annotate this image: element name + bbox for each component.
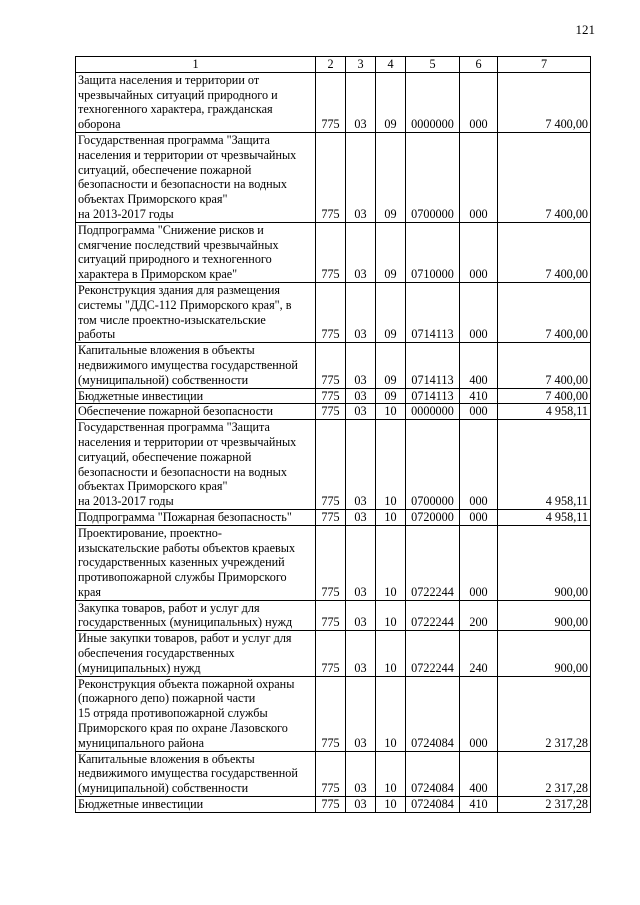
subsection-cell-text: 09 [384,388,397,403]
row-name-cell [76,509,316,525]
section-cell [346,420,376,510]
code-cell [316,676,346,751]
target-article-cell-text: 0000000 [411,404,454,419]
table-row [76,509,591,525]
expense-type-cell [460,282,498,342]
amount-cell-text: 7 400,00 [545,388,588,403]
target-article-cell [406,72,460,132]
target-article-cell [406,404,460,420]
section-cell [346,751,376,796]
code-cell [316,222,346,282]
section-cell-text: 03 [354,509,367,524]
section-cell-text: 03 [354,327,367,342]
code-cell [316,509,346,525]
expense-type-cell-text: 000 [469,735,488,750]
code-cell [316,132,346,222]
row-name-cell [76,631,316,676]
expense-type-cell-text: 000 [469,117,488,132]
subsection-cell [376,676,406,751]
section-cell [346,388,376,404]
amount-cell [498,420,591,510]
table-row [76,420,591,510]
code-cell [316,343,346,388]
row-name-cell [76,222,316,282]
row-name-cell [76,388,316,404]
expense-type-cell-text: 000 [469,206,488,221]
code-cell-text: 775 [321,267,340,282]
subsection-cell-text: 09 [384,372,397,387]
expense-type-cell-text: 400 [469,372,488,387]
expense-type-cell [460,132,498,222]
header-cell: 2 [316,57,346,73]
row-name-cell [76,282,316,342]
amount-cell [498,600,591,631]
subsection-cell [376,222,406,282]
code-cell [316,797,346,813]
target-article-cell-text: 0710000 [411,267,454,282]
target-article-cell-text: 0720000 [411,509,454,524]
amount-cell [498,222,591,282]
code-cell [316,751,346,796]
table-body [76,72,591,812]
subsection-cell-text: 10 [384,404,397,419]
target-article-cell-text: 0700000 [411,206,454,221]
amount-cell [498,72,591,132]
table-row [76,343,591,388]
subsection-cell [376,282,406,342]
code-cell-text: 775 [321,735,340,750]
section-cell [346,404,376,420]
code-cell-text: 775 [321,584,340,599]
section-cell-text: 03 [354,267,367,282]
code-cell-text: 775 [321,615,340,630]
expense-type-cell-text: 000 [469,509,488,524]
section-cell-text: 03 [354,206,367,221]
subsection-cell-text: 10 [384,584,397,599]
expense-type-cell-text: 410 [469,797,488,812]
section-cell [346,132,376,222]
expense-type-cell [460,343,498,388]
code-cell [316,420,346,510]
amount-cell-text: 2 317,28 [545,781,588,796]
section-cell [346,72,376,132]
table-row [76,388,591,404]
amount-cell [498,404,591,420]
row-name-cell-text: Государственная программа "Защита населения и территории от чрезвычайных ситуаций, обеспечение пожарной безопасности и безопасности на водных объектах Приморского края" на 2013-2017 годы [78,132,297,221]
subsection-cell-text: 10 [384,797,397,812]
table-row [76,72,591,132]
amount-cell [498,509,591,525]
amount-cell-text: 900,00 [554,584,588,599]
section-cell [346,600,376,631]
target-article-cell-text: 0714113 [411,388,454,403]
target-article-cell [406,282,460,342]
section-cell [346,525,376,600]
amount-cell [498,631,591,676]
amount-cell-text: 7 400,00 [545,372,588,387]
table-row [76,600,591,631]
section-cell [346,343,376,388]
table-row [76,525,591,600]
section-cell-text: 03 [354,372,367,387]
target-article-cell [406,509,460,525]
amount-cell-text: 2 317,28 [545,797,588,812]
table-row [76,132,591,222]
code-cell-text: 775 [321,117,340,132]
row-name-cell-text: Проектирование, проектно- изыскательские работы объектов краевых государственных казенных учреждений противопожарной службы Приморского края [78,525,296,599]
section-cell [346,222,376,282]
header-row [76,57,591,73]
code-cell-text: 775 [321,388,340,403]
row-name-cell-text: Капитальные вложения в объекты недвижимого имущества государственной (муниципальной) собственности [78,343,298,387]
code-cell [316,72,346,132]
code-cell [316,388,346,404]
row-name-cell-text: Подпрограмма "Пожарная безопасность" [78,509,292,524]
code-cell [316,404,346,420]
table-row [76,751,591,796]
target-article-cell [406,751,460,796]
expense-type-cell [460,525,498,600]
amount-cell-text: 7 400,00 [545,267,588,282]
header-cell: 5 [406,57,460,73]
expense-type-cell-text: 000 [469,584,488,599]
row-name-cell-text: Закупка товаров, работ и услуг для государственных (муниципальных) нужд [78,600,293,630]
amount-cell [498,343,591,388]
target-article-cell [406,631,460,676]
amount-cell-text: 7 400,00 [545,206,588,221]
section-cell-text: 03 [354,615,367,630]
target-article-cell [406,676,460,751]
amount-cell-text: 4 958,11 [545,404,588,419]
expense-type-cell [460,404,498,420]
section-cell [346,282,376,342]
target-article-cell [406,600,460,631]
code-cell-text: 775 [321,327,340,342]
target-article-cell [406,132,460,222]
expense-type-cell [460,631,498,676]
code-cell [316,525,346,600]
expense-type-cell-text: 000 [469,327,488,342]
target-article-cell-text: 0722244 [411,615,454,630]
expense-type-cell [460,797,498,813]
section-cell-text: 03 [354,797,367,812]
section-cell-text: 03 [354,494,367,509]
expense-type-cell [460,509,498,525]
row-name-cell [76,525,316,600]
section-cell-text: 03 [354,388,367,403]
target-article-cell-text: 0700000 [411,494,454,509]
code-cell-text: 775 [321,404,340,419]
code-cell-text: 775 [321,660,340,675]
subsection-cell [376,751,406,796]
target-article-cell [406,388,460,404]
amount-cell [498,751,591,796]
table-row [76,404,591,420]
subsection-cell-text: 10 [384,660,397,675]
subsection-cell-text: 09 [384,206,397,221]
subsection-cell [376,631,406,676]
table-row [76,631,591,676]
header-cell: 6 [460,57,498,73]
target-article-cell-text: 0714113 [411,327,454,342]
amount-cell-text: 7 400,00 [545,117,588,132]
code-cell [316,282,346,342]
row-name-cell [76,751,316,796]
subsection-cell [376,72,406,132]
target-article-cell [406,420,460,510]
row-name-cell [76,404,316,420]
row-name-cell [76,343,316,388]
amount-cell [498,132,591,222]
code-cell-text: 775 [321,494,340,509]
section-cell [346,509,376,525]
row-name-cell [76,676,316,751]
code-cell-text: 775 [321,509,340,524]
expense-type-cell-text: 000 [469,267,488,282]
amount-cell-text: 900,00 [554,615,588,630]
target-article-cell-text: 0714113 [411,372,454,387]
subsection-cell-text: 10 [384,735,397,750]
header-cell: 4 [376,57,406,73]
expense-type-cell-text: 400 [469,781,488,796]
code-cell [316,631,346,676]
table-row [76,222,591,282]
header-cell: 3 [346,57,376,73]
expense-type-cell [460,676,498,751]
row-name-cell-text: Реконструкция здания для размещения системы "ДДС-112 Приморского края", в том числе проектно-изыскательские работы [78,282,292,342]
amount-cell-text: 4 958,11 [545,509,588,524]
expense-type-cell [460,72,498,132]
code-cell-text: 775 [321,797,340,812]
header-cell: 1 [76,57,316,73]
target-article-cell-text: 0724084 [411,797,454,812]
subsection-cell-text: 09 [384,267,397,282]
target-article-cell-text: 0722244 [411,584,454,599]
section-cell-text: 03 [354,735,367,750]
subsection-cell [376,132,406,222]
subsection-cell [376,420,406,510]
amount-cell-text: 900,00 [554,660,588,675]
table-row [76,797,591,813]
target-article-cell-text: 0722244 [411,660,454,675]
amount-cell-text: 7 400,00 [545,327,588,342]
row-name-cell-text: Бюджетные инвестиции [78,797,204,812]
amount-cell [498,282,591,342]
expense-type-cell [460,600,498,631]
subsection-cell [376,404,406,420]
table-row [76,676,591,751]
target-article-cell [406,343,460,388]
code-cell-text: 775 [321,206,340,221]
section-cell [346,797,376,813]
section-cell-text: 03 [354,404,367,419]
section-cell-text: 03 [354,660,367,675]
row-name-cell-text: Бюджетные инвестиции [78,388,204,403]
amount-cell [498,676,591,751]
section-cell [346,676,376,751]
target-article-cell-text: 0000000 [411,117,454,132]
subsection-cell [376,525,406,600]
subsection-cell-text: 10 [384,615,397,630]
amount-cell [498,388,591,404]
target-article-cell [406,797,460,813]
row-name-cell [76,600,316,631]
section-cell [346,631,376,676]
row-name-cell-text: Защита населения и территории от чрезвычайных ситуаций природного и техногенного характера, гражданская оборона [78,72,278,132]
code-cell-text: 775 [321,372,340,387]
subsection-cell [376,343,406,388]
expense-type-cell [460,751,498,796]
row-name-cell [76,797,316,813]
expense-type-cell-text: 240 [469,660,488,675]
expense-type-cell [460,388,498,404]
expense-type-cell-text: 000 [469,404,488,419]
row-name-cell-text: Иные закупки товаров, работ и услуг для обеспечения государственных (муниципальных) нужд [78,631,292,675]
code-cell [316,600,346,631]
subsection-cell-text: 09 [384,327,397,342]
code-cell-text: 775 [321,781,340,796]
section-cell-text: 03 [354,781,367,796]
subsection-cell [376,509,406,525]
target-article-cell [406,525,460,600]
target-article-cell-text: 0724084 [411,735,454,750]
amount-cell [498,797,591,813]
budget-table [75,56,591,813]
row-name-cell-text: Государственная программа "Защита населения и территории от чрезвычайных ситуаций, обеспечение пожарной безопасности и безопасности на водных объектах Приморского края" на 2013-2017 годы [78,420,297,509]
expense-type-cell-text: 200 [469,615,488,630]
expense-type-cell-text: 410 [469,388,488,403]
header-cell: 7 [498,57,591,73]
row-name-cell [76,420,316,510]
target-article-cell [406,222,460,282]
subsection-cell-text: 10 [384,509,397,524]
subsection-cell [376,388,406,404]
row-name-cell-text: Обеспечение пожарной безопасности [78,404,274,419]
expense-type-cell-text: 000 [469,494,488,509]
subsection-cell-text: 10 [384,494,397,509]
amount-cell-text: 4 958,11 [545,494,588,509]
page-number: 121 [575,22,595,37]
subsection-cell [376,797,406,813]
expense-type-cell [460,420,498,510]
section-cell-text: 03 [354,117,367,132]
subsection-cell-text: 09 [384,117,397,132]
expense-type-cell [460,222,498,282]
row-name-cell [76,132,316,222]
subsection-cell [376,600,406,631]
amount-cell-text: 2 317,28 [545,735,588,750]
table-row [76,282,591,342]
row-name-cell [76,72,316,132]
row-name-cell-text: Капитальные вложения в объекты недвижимого имущества государственной (муниципальной) собственности [78,751,298,796]
subsection-cell-text: 10 [384,781,397,796]
target-article-cell-text: 0724084 [411,781,454,796]
row-name-cell-text: Подпрограмма "Снижение рисков и смягчение последствий чрезвычайных ситуаций природного и техногенного характера в Приморском крае" [78,222,279,282]
amount-cell [498,525,591,600]
row-name-cell-text: Реконструкция объекта пожарной охраны (пожарного депо) пожарной части 15 отряда противопожарной службы Приморского края по охране Лазовского муниципального района [78,676,295,750]
section-cell-text: 03 [354,584,367,599]
